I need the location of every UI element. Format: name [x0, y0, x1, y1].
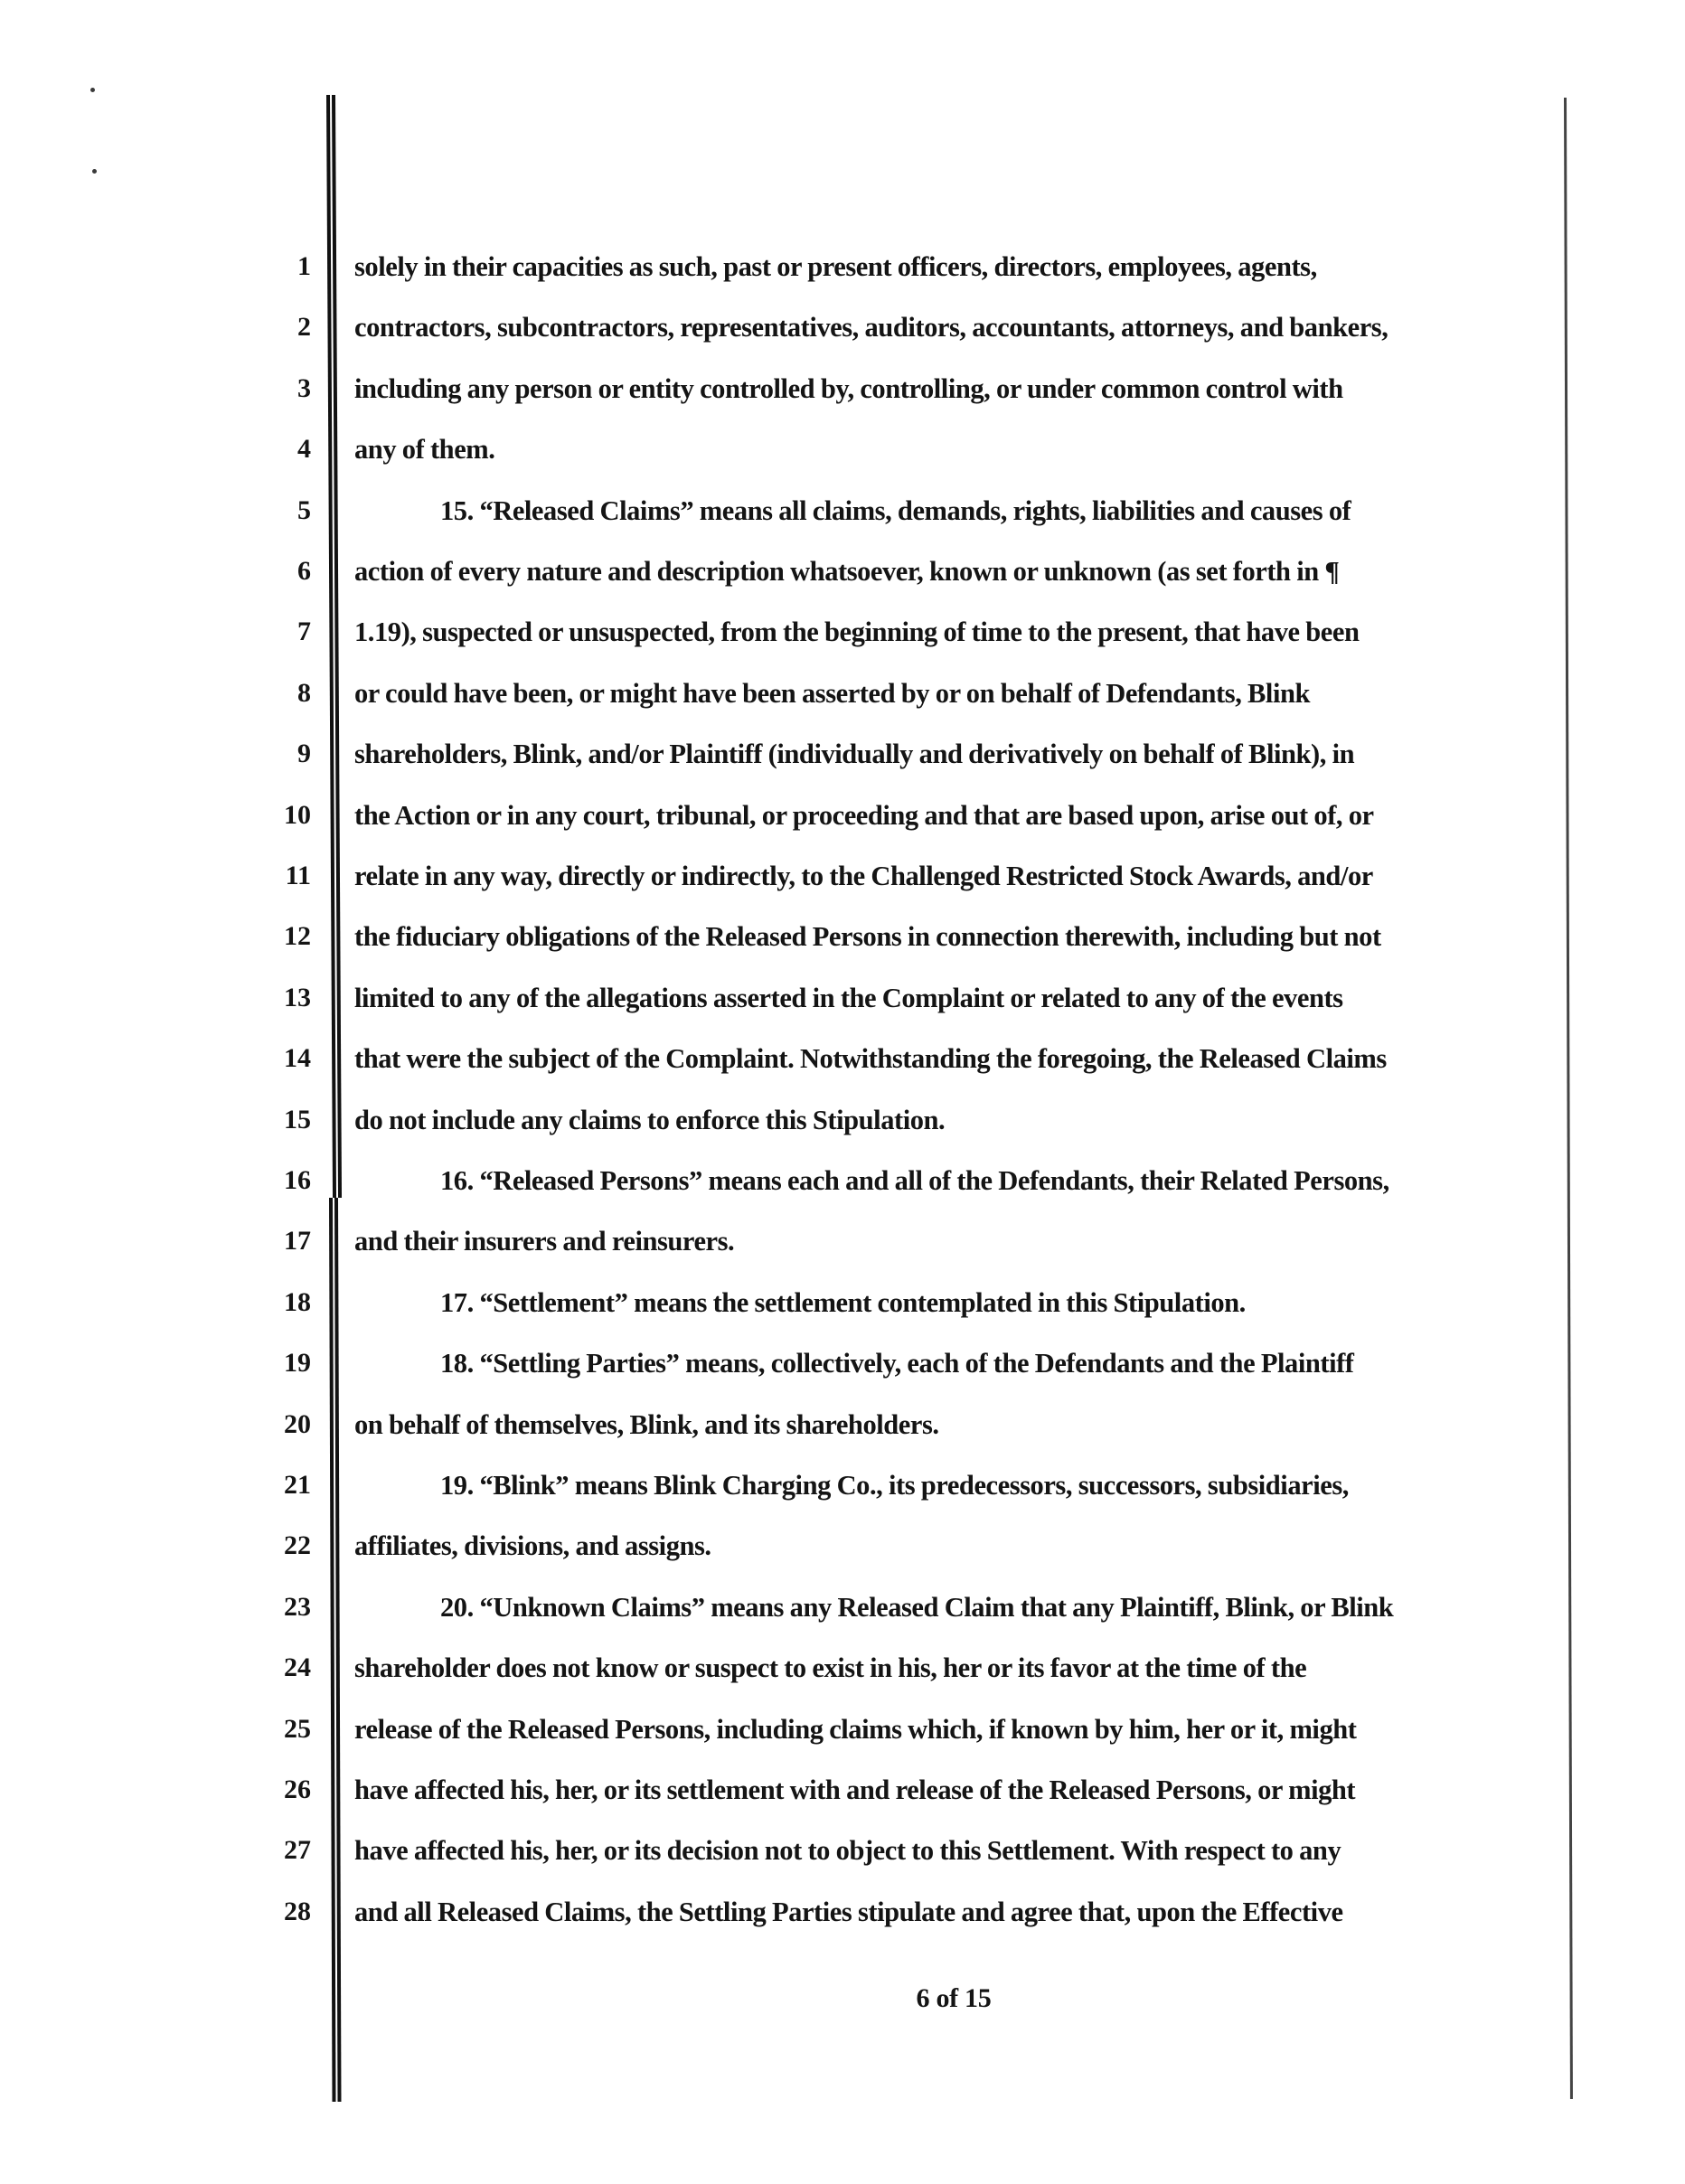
text-line: including any person or entity controlled by, controlling, or under common control with — [354, 373, 1343, 404]
line-number: 7 — [297, 617, 311, 646]
line-number: 21 — [284, 1470, 311, 1500]
line-number: 8 — [297, 678, 311, 708]
text-line: 17. “Settlement” means the settlement contemplated in this Stipulation. — [440, 1287, 1246, 1318]
text-line: any of them. — [354, 434, 495, 465]
line-number: 4 — [297, 434, 311, 464]
line-number: 11 — [285, 861, 311, 890]
text-line: 16. “Released Persons” means each and all of the Defendants, their Related Persons, — [440, 1165, 1389, 1196]
text-line: shareholders, Blink, and/or Plaintiff (individually and derivatively on behalf of Blink), in — [354, 739, 1355, 769]
line-number: 17 — [284, 1226, 311, 1256]
line-number: 6 — [297, 556, 311, 586]
line-number: 16 — [284, 1165, 311, 1195]
text-line: the fiduciary obligations of the Released Persons in connection therewith, including but not — [354, 921, 1381, 952]
text-line: and all Released Claims, the Settling Parties stipulate and agree that, upon the Effective — [354, 1897, 1343, 1927]
text-line: or could have been, or might have been asserted by or on behalf of Defendants, Blink — [354, 678, 1311, 709]
line-number: 14 — [284, 1043, 311, 1073]
line-number: 20 — [284, 1409, 311, 1439]
line-number: 15 — [284, 1105, 311, 1134]
text-line: 20. “Unknown Claims” means any Released Claim that any Plaintiff, Blink, or Blink — [440, 1592, 1394, 1623]
line-number: 12 — [284, 921, 311, 951]
text-line: shareholder does not know or suspect to exist in his, her or its favor at the time of the — [354, 1652, 1307, 1683]
line-number: 28 — [284, 1897, 311, 1926]
line-number: 19 — [284, 1348, 311, 1378]
text-line: action of every nature and description whatsoever, known or unknown (as set forth in ¶ — [354, 556, 1340, 587]
text-line: 19. “Blink” means Blink Charging Co., its predecessors, successors, subsidiaries, — [440, 1470, 1349, 1501]
page-number: 6 of 15 — [916, 1983, 992, 2013]
text-line: and their insurers and reinsurers. — [354, 1226, 735, 1257]
text-line: have affected his, her, or its settlement with and release of the Released Persons, or might — [354, 1774, 1356, 1805]
text-line: affiliates, divisions, and assigns. — [354, 1530, 711, 1561]
line-number: 5 — [297, 495, 311, 525]
line-number: 3 — [297, 373, 311, 403]
scan-speck — [92, 169, 97, 174]
line-number: 23 — [284, 1592, 311, 1622]
text-line: 15. “Released Claims” means all claims, demands, rights, liabilities and causes of — [440, 495, 1351, 526]
text-line: solely in their capacities as such, past or present officers, directors, employees, agents, — [354, 251, 1317, 282]
line-number: 1 — [297, 251, 311, 281]
text-line: relate in any way, directly or indirectly, to the Challenged Restricted Stock Awards, and/or — [354, 861, 1373, 891]
right-margin-rule — [1564, 98, 1573, 2099]
left-margin-double-rule — [334, 1198, 341, 2102]
line-number: 26 — [284, 1774, 311, 1804]
line-number: 13 — [284, 983, 311, 1012]
text-line: limited to any of the allegations asserted in the Complaint or related to any of the events — [354, 983, 1343, 1013]
text-line: do not include any claims to enforce this Stipulation. — [354, 1105, 946, 1135]
line-number: 27 — [284, 1835, 311, 1865]
text-line: release of the Released Persons, including claims which, if known by him, her or it, might — [354, 1714, 1357, 1745]
line-number: 10 — [284, 800, 311, 830]
line-number: 9 — [297, 739, 311, 768]
text-line: the Action or in any court, tribunal, or proceeding and that are based upon, arise out of, or — [354, 800, 1374, 831]
line-number: 25 — [284, 1714, 311, 1744]
scan-speck — [90, 88, 95, 92]
line-number: 24 — [284, 1652, 311, 1682]
text-line: on behalf of themselves, Blink, and its shareholders. — [354, 1409, 939, 1440]
text-line: have affected his, her, or its decision not to object to this Settlement. With respect to any — [354, 1835, 1341, 1866]
text-line: 18. “Settling Parties” means, collectively, each of the Defendants and the Plaintiff — [440, 1348, 1354, 1379]
text-line: that were the subject of the Complaint. Notwithstanding the foregoing, the Released Claims — [354, 1043, 1387, 1074]
text-line: 1.19), suspected or unsuspected, from the beginning of time to the present, that have been — [354, 617, 1360, 647]
text-line: contractors, subcontractors, representatives, auditors, accountants, attorneys, and bankers, — [354, 312, 1388, 343]
line-number: 2 — [297, 312, 311, 342]
line-number: 18 — [284, 1287, 311, 1317]
line-number: 22 — [284, 1530, 311, 1560]
